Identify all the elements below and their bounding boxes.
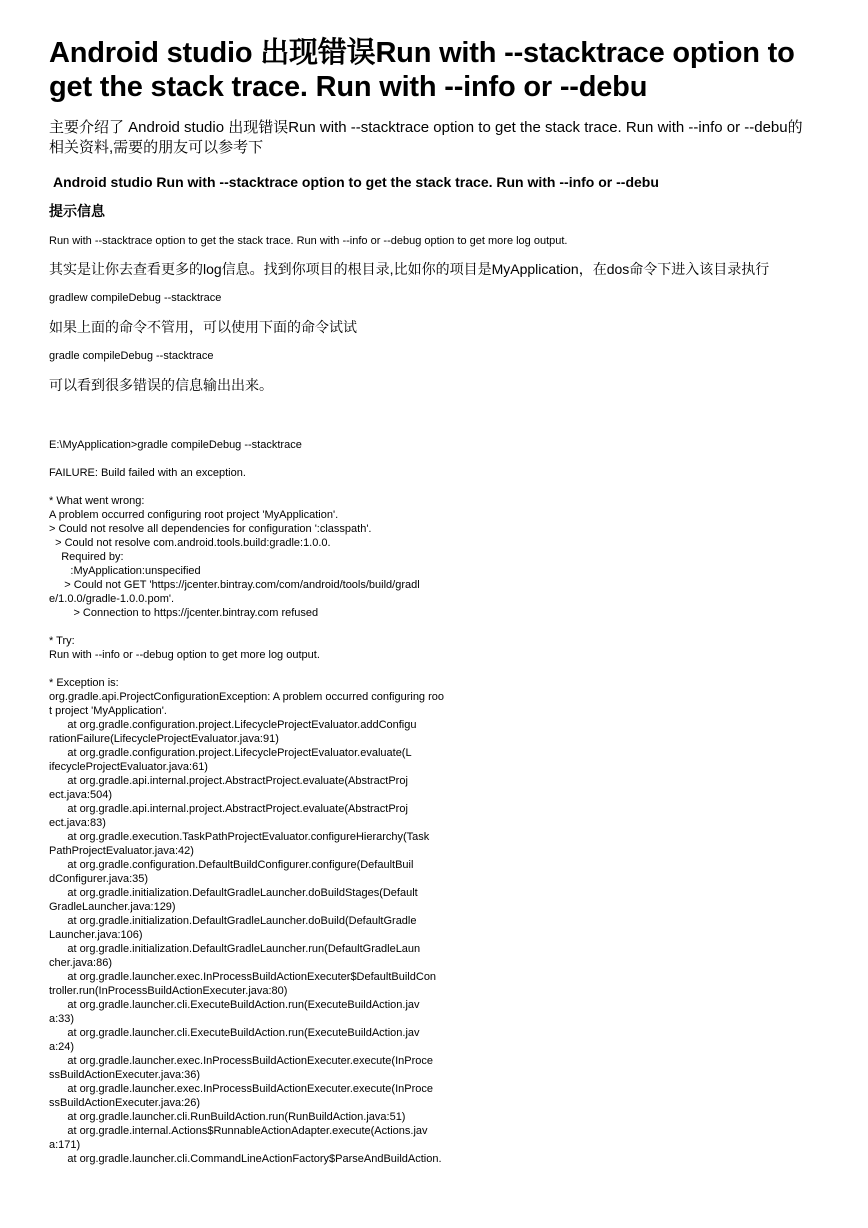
hint-message: Run with --stacktrace option to get the stack trace. Run with --info or --debug option to get more log output. xyxy=(49,235,568,247)
try-block: * Try: Run with --info or --debug option to get more log output. xyxy=(49,635,320,661)
console-output xyxy=(49,438,809,1166)
hint-heading: 提示信息 xyxy=(49,203,105,219)
explanation-2: 如果上面的命令不管用，可以使用下面的命令试试 xyxy=(49,319,357,335)
article xyxy=(49,36,809,1166)
command-1: gradlew compileDebug --stacktrace xyxy=(49,292,222,304)
what-went-wrong-block: * What went wrong: A problem occurred configuring root project 'MyApplication'. > Could not resolve all dependencies for configuration ':classpath'. > Could not resolve com.android.tools.build:gradle:1.0.0. Required by: :MyApplication:unspecified > Could not GET 'https://jcenter.bintray.com/com/android/tools/build/gradl e/1.0.0/gradle-1.0.0.pom'. > Connection to https://jcenter.bintray.com refused xyxy=(49,495,420,619)
article-intro: 主要介绍了 Android studio 出现错误Run with --stacktrace option to get the stack trace. Run with --info or --debu的相关资料,需要的朋友可以参考下 xyxy=(49,119,803,156)
failure-line: FAILURE: Build failed with an exception. xyxy=(49,467,246,479)
explanation-3: 可以看到很多错误的信息输出出来。 xyxy=(49,377,273,393)
explanation-1: 其实是让你去查看更多的log信息。找到你项目的根目录,比如你的项目是MyApplication，在dos命令下进入该目录执行 xyxy=(49,261,770,277)
exception-stacktrace: * Exception is: org.gradle.api.ProjectConfigurationException: A problem occurred configuring roo t project 'MyApplication'. at org.gradle.configuration.project.LifecycleProjectEvaluator.addConfigu rationFailure(LifecycleProjectEvaluator.java:91) at org.gradle.configuration.project.LifecycleProjectEvaluator.evaluate(L ifecycleProjectEvaluator.java:61) at org.gradle.api.internal.project.AbstractProject.evaluate(AbstractProj ect.java:504) at org.gradle.api.internal.project.AbstractProject.evaluate(AbstractProj ect.java:83) at org.gradle.execution.TaskPathProjectEvaluator.configureHierarchy(Task PathProjectEvaluator.java:42) at org.gradle.configuration.DefaultBuildConfigurer.configure(DefaultBuil dConfigurer.java:35) at org.gradle.initialization.DefaultGradleLauncher.doBuildStages(Default GradleLauncher.java:129) at org.gradle.initialization.DefaultGradleLauncher.doBuild(DefaultGradle Launcher.java:106) at org.gradle.initialization.DefaultGradleLauncher.run(DefaultGradleLaun cher.java:86) at org.gradle.launcher.exec.InProcessBuildActionExecuter$DefaultBuildCon troller.run(InProcessBuildActionExecuter.java:80) at org.gradle.launcher.cli.ExecuteBuildAction.run(ExecuteBuildAction.jav a:33) at org.gradle.launcher.cli.ExecuteBuildAction.run(ExecuteBuildAction.jav a:24) at org.gradle.launcher.exec.InProcessBuildActionExecuter.execute(InProce ssBuildActionExecuter.java:36) at org.gradle.launcher.exec.InProcessBuildActionExecuter.execute(InProce ssBuildActionExecuter.java:26) at org.gradle.launcher.cli.RunBuildAction.run(RunBuildAction.java:51) at org.gradle.internal.Actions$RunnableActionAdapter.execute(Actions.jav a:171) at org.gradle.launcher.cli.CommandLineActionFactory$ParseAndBuildAction. xyxy=(49,677,445,1165)
section-heading: Android studio Run with --stacktrace option to get the stack trace. Run with --info or --debu xyxy=(53,174,659,190)
article-title: Android studio 出现错误Run with --stacktrace option to get the stack trace. Run with --info or --debu xyxy=(49,37,795,103)
command-2: gradle compileDebug --stacktrace xyxy=(49,350,214,362)
console-prompt: E:\MyApplication>gradle compileDebug --stacktrace xyxy=(49,439,302,451)
